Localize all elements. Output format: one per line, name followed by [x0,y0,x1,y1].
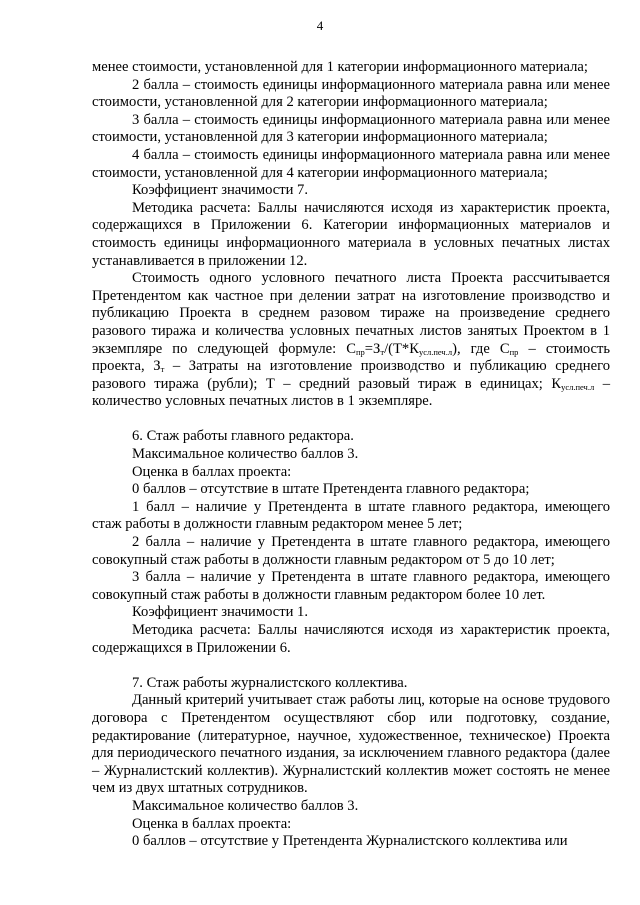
section-heading: 7. Стаж работы журналистского коллектива. [132,674,408,691]
section-heading: 6. Стаж работы главного редактора. [132,428,354,445]
formula-div: /(Т*К [384,340,419,357]
paragraph: Коэффициент значимости 1. [132,604,309,621]
paragraph: 0 баллов – отсутствие у Претендента Журналистского коллектива или [132,833,568,850]
paragraph: Максимальное количество баллов 3. [132,797,359,814]
paragraph: 0 баллов – отсутствие в штате Претендента главного редактора; [132,481,530,498]
paragraph: Данный критерий учитывает стаж работы лиц, которые на основе трудового договора с Претендентом осуществляют сбор или подготовку, создание, редактирование (литературное, научное, художественное, техническое) Проекта для периодического печатного издания, за исключением главного редактора (далее – Журналистский коллектив). Журналистский коллектив может состоять не менее чем из двух штатных сотрудников. [92,692,610,797]
paragraph: Методика расчета: Баллы начисляются исходя из характеристик проекта, содержащихся в Приложении 6. Категории информационных материалов и стоимость единицы информационного материала в условных печатных листах устанавливается в приложении 12. [92,199,610,269]
paragraph: менее стоимости, установленной для 1 категории информационного материала; [92,59,588,75]
paragraph: 2 балла – стоимость единицы информационного материала равна или менее стоимости, установленной для 2 категории информационного материала; [92,76,610,111]
paragraph: Максимальное количество баллов 3. [132,446,359,463]
paragraph: 4 балла – стоимость единицы информационного материала равна или менее стоимости, установленной для 4 категории информационного материала; [92,146,610,181]
formula-sub-t: т [380,346,385,357]
paragraph: Коэффициент значимости 7. [132,182,309,199]
formula-paragraph [92,270,610,411]
page-number: 4 [316,18,324,33]
document-body [92,59,610,851]
paragraph: 2 балла – наличие у Претендента в штате главного редактора, имеющего совокупный стаж работы в должности главным редактором от 5 до 10 лет; [92,534,610,568]
paragraph: Методика расчета: Баллы начисляются исходя из характеристик проекта, содержащихся в Приложении 6. [92,622,610,656]
paragraph: 3 балла – стоимость единицы информационного материала равна или менее стоимости, установленной для 3 категории информационного материала; [92,111,610,146]
paragraph: 1 балл – наличие у Претендента в штате главного редактора, имеющего стаж работы в должности главным редактором менее 5 лет; [92,498,610,533]
formula-c: С [346,340,356,357]
formula-sub-pr-2: пр [509,346,519,357]
formula-sub-pr: пр [355,346,365,357]
formula-costs-text: – Затраты на изготовление производство и публикацию среднего разового тиража (рубли); Т – средний разовый тираж в единицах; К [92,358,611,392]
spacer [92,411,610,429]
formula-dash-cost: – стоимость проекта, З [92,340,610,375]
formula-sub-t-2: т [160,364,165,375]
paragraph: 3 балла – наличие у Претендента в штате главного редактора, имеющего совокупный стаж работы в должности главным редактором более 10 лет. [92,569,610,603]
formula-eq: =З [364,340,381,357]
formula-sub-usl-2: усл.печ.л [561,381,595,392]
formula-sub-usl: усл.печ.л [418,346,453,357]
paragraph: Оценка в баллах проекта: [132,815,292,832]
paragraph: Оценка в баллах проекта: [132,463,292,480]
formula-close-where: ), где С [452,340,510,357]
formula-text-before: Стоимость одного условного печатного листа Проекта рассчитывается Претендентом как частное при делении затрат на изготовление производство и публикацию Проекта в среднем разовом тираже на произведение среднего разового тиража и количества условных печатных листов занятых Проектом в 1 экземпляре по следующей формуле: [92,270,610,357]
formula-text-after: – количество условных печатных листов в 1 экземпляре. [92,375,610,410]
spacer [92,657,610,675]
